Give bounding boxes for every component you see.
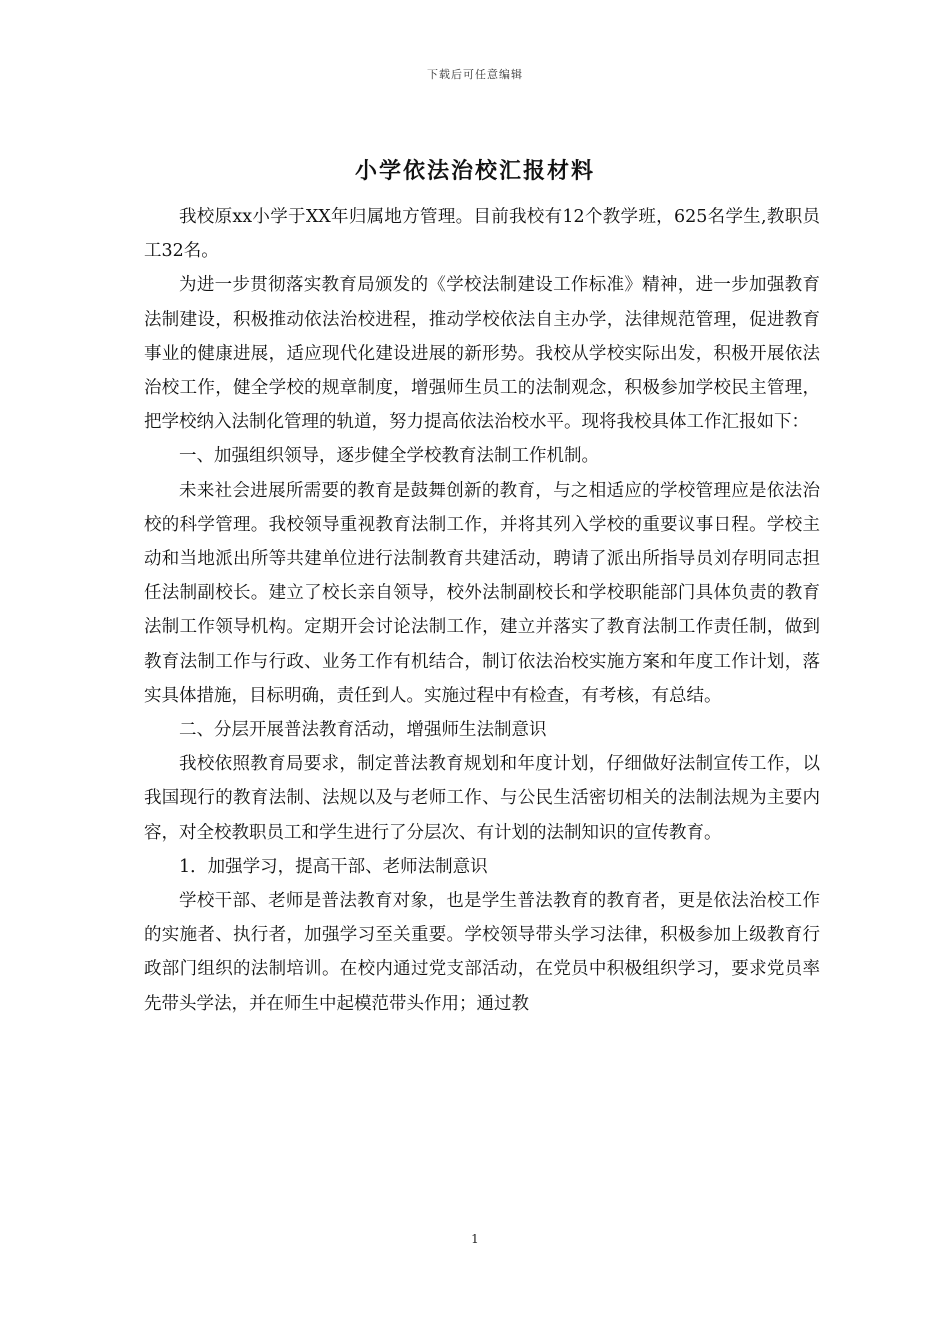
paragraph-study: 学校干部、老师是普法教育对象，也是学生普法教育的教育者，更是依法治校工作的实施者、执行者，加强学习至关重要。学校领导带头学习法律，积极参加上级教育行政部门组织的法制培训。在校内通过党支部活动，在党员中积极组织学习，要求党员率先带头学法，并在师生中起模范带头作用；通过教 [144,891,820,1014]
header-note: 下载后可任意编辑 [427,68,523,81]
page-number: 1 [471,1232,479,1246]
section-heading-2: 二、分层开展普法教育活动，增强师生法制意识 [179,720,547,741]
paragraph-purpose: 为进一步贯彻落实教育局颁发的《学校法制建设工作标准》精神，进一步加强教育法制建设，积极推动依法治校进程，推动学校依法自主办学，法律规范管理，促进教育事业的健康进展，适应现代化建设进展的新形势。我校从学校实际出发，积极开展依法治校工作，健全学校的规章制度，增强师生员工的法制观念，积极参加学校民主管理，把学校纳入法制化管理的轨道，努力提高依法治校水平。现将我校具体工作汇报如下： [144,275,820,433]
paragraph-intro: 我校原xx小学于XX年归属地方管理。目前我校有12个教学班，625名学生,教职员工32名。 [144,207,820,262]
subsection-heading-1: 1．加强学习，提高干部、老师法制意识 [179,856,488,877]
document-body [144,200,820,1021]
section-heading-1: 一、加强组织领导，逐步健全学校教育法制工作机制。 [179,446,599,467]
document-title: 小学依法治校汇报材料 [354,158,595,184]
paragraph-education: 我校依照教育局要求，制定普法教育规划和年度计划，仔细做好法制宣传工作，以我国现行的教育法制、法规以及与老师工作、与公民生活密切相关的法制法规为主要内容，对全校教职员工和学生进行了分层次、有计划的法制知识的宣传教育。 [144,754,820,843]
paragraph-leadership: 未来社会进展所需要的教育是鼓舞创新的教育，与之相适应的学校管理应是依法治校的科学管理。我校领导重视教育法制工作，并将其列入学校的重要议事日程。学校主动和当地派出所等共建单位进行法制教育共建活动，聘请了派出所指导员刘存明同志担任法制副校长。建立了校长亲自领导，校外法制副校长和学校职能部门具体负责的教育法制工作领导机构。定期开会讨论法制工作，建立并落实了教育法制工作责任制，做到教育法制工作与行政、业务工作有机结合，制订依法治校实施方案和年度工作计划，落实具体措施，目标明确，责任到人。实施过程中有检查，有考核，有总结。 [144,480,820,706]
